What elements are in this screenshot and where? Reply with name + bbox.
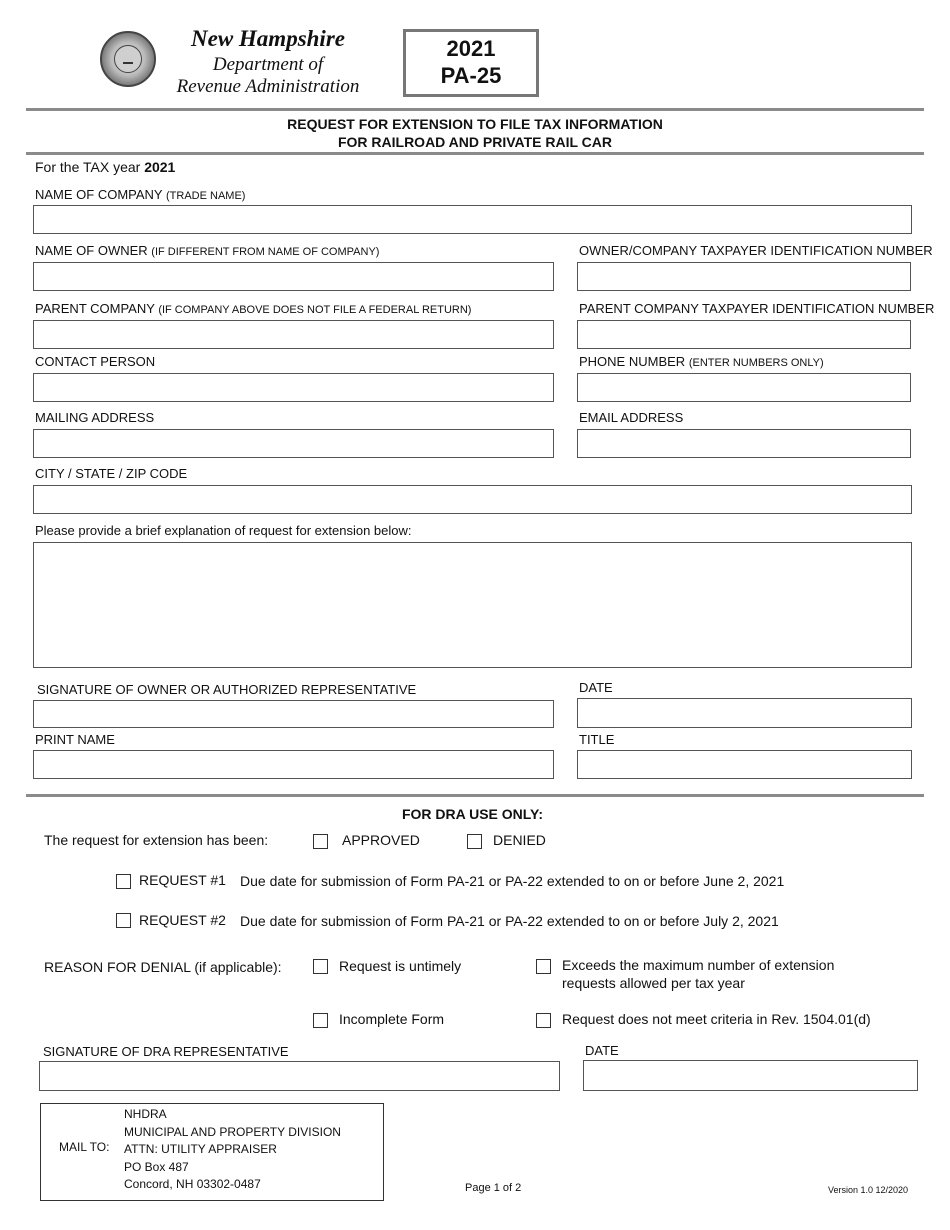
criteria-label: Request does not meet criteria in Rev. 1504.01(d) <box>562 1011 871 1027</box>
email-field[interactable] <box>577 429 911 458</box>
department-line1: Department of <box>212 54 324 75</box>
exceeds-max-checkbox[interactable] <box>536 959 551 974</box>
city-state-zip-field[interactable] <box>33 485 912 514</box>
department-line2: Revenue Administration <box>176 76 360 97</box>
email-label: EMAIL ADDRESS <box>579 410 684 425</box>
print-name-label: PRINT NAME <box>35 732 115 747</box>
owner-name-field[interactable] <box>33 262 554 291</box>
form-id-box <box>403 29 539 97</box>
tax-year-value: 2021 <box>144 159 176 175</box>
parent-tin-field[interactable] <box>577 320 911 349</box>
form-title <box>0 115 950 151</box>
mailing-address-label: MAILING ADDRESS <box>35 410 155 425</box>
dra-status-label: The request for extension has been: <box>44 832 269 848</box>
page-number: Page 1 of 2 <box>465 1182 522 1194</box>
criteria-checkbox[interactable] <box>536 1013 551 1028</box>
dra-divider <box>26 794 924 797</box>
company-name-label: NAME OF COMPANY (TRADE NAME) <box>35 187 246 202</box>
mail-to-line: Concord, NH 03302-0487 <box>124 1177 261 1191</box>
city-state-zip-label: CITY / STATE / ZIP CODE <box>35 466 188 481</box>
phone-label: PHONE NUMBER (ENTER NUMBERS ONLY) <box>579 354 824 369</box>
mail-to-box <box>40 1103 384 1201</box>
mail-to-line: NHDRA <box>124 1107 167 1121</box>
contact-person-label: CONTACT PERSON <box>35 354 156 369</box>
signature-field[interactable] <box>33 700 554 728</box>
form-code: PA-25 <box>440 63 502 88</box>
state-name: New Hampshire <box>191 26 345 51</box>
tax-year-line <box>35 159 175 175</box>
incomplete-form-label: Incomplete Form <box>339 1011 445 1027</box>
signature-label: SIGNATURE OF OWNER OR AUTHORIZED REPRESENTATIVE <box>37 682 417 697</box>
request2-checkbox[interactable] <box>116 913 131 928</box>
parent-tin-label: PARENT COMPANY TAXPAYER IDENTIFICATION NUMBER <box>579 301 935 316</box>
parent-company-field[interactable] <box>33 320 554 349</box>
owner-name-label: NAME OF OWNER (IF DIFFERENT FROM NAME OF COMPANY) <box>35 243 380 258</box>
mail-to-line: ATTN: UTILITY APPRAISER <box>124 1142 277 1156</box>
title-field[interactable] <box>577 750 912 779</box>
contact-person-field[interactable] <box>33 373 554 402</box>
incomplete-form-checkbox[interactable] <box>313 1013 328 1028</box>
denied-label: DENIED <box>493 832 546 848</box>
mail-to-line: PO Box 487 <box>124 1159 189 1174</box>
version-info: Version 1.0 12/2020 <box>828 1185 909 1195</box>
request1-checkbox[interactable] <box>116 874 131 889</box>
exceeds-max-label: Exceeds the maximum number of extension requests allowed per tax year <box>562 957 835 991</box>
mail-to-address <box>124 1106 341 1194</box>
form-year: 2021 <box>446 36 496 61</box>
tax-year-prefix: For the TAX year <box>35 159 141 175</box>
denial-reason-label: REASON FOR DENIAL (if applicable): <box>44 959 282 975</box>
date-label: DATE <box>579 680 613 695</box>
untimely-label: Request is untimely <box>339 958 462 974</box>
date-field[interactable] <box>577 698 912 728</box>
phone-field[interactable] <box>577 373 911 402</box>
print-name-field[interactable] <box>33 750 554 779</box>
form-title-line2: FOR RAILROAD AND PRIVATE RAIL CAR <box>337 134 613 150</box>
mail-to-label: MAIL TO: <box>59 1140 110 1154</box>
untimely-checkbox[interactable] <box>313 959 328 974</box>
title-divider <box>26 152 924 155</box>
dra-date-field[interactable] <box>583 1060 918 1091</box>
request2-text: Due date for submission of Form PA-21 or PA-22 extended to on or before July 2, 2021 <box>240 913 779 929</box>
dra-date-label: DATE <box>585 1043 619 1058</box>
owner-tin-label: OWNER/COMPANY TAXPAYER IDENTIFICATION NUMBER <box>579 243 933 258</box>
owner-tin-field[interactable] <box>577 262 911 291</box>
denied-checkbox[interactable] <box>467 834 482 849</box>
mailing-address-field[interactable] <box>33 429 554 458</box>
state-seal-icon <box>100 31 156 87</box>
dra-signature-label: SIGNATURE OF DRA REPRESENTATIVE <box>43 1044 289 1059</box>
approved-checkbox[interactable] <box>313 834 328 849</box>
title-label: TITLE <box>579 732 615 747</box>
request1-text: Due date for submission of Form PA-21 or PA-22 extended to on or before June 2, 2021 <box>240 873 785 889</box>
mail-to-line: MUNICIPAL AND PROPERTY DIVISION <box>124 1124 341 1139</box>
request1-label: REQUEST #1 <box>139 872 226 888</box>
explanation-textarea[interactable] <box>33 542 912 668</box>
approved-label: APPROVED <box>342 832 420 848</box>
parent-company-label: PARENT COMPANY (IF COMPANY ABOVE DOES NOT FILE A FEDERAL RETURN) <box>35 301 472 316</box>
dra-heading: FOR DRA USE ONLY: <box>401 806 544 822</box>
form-title-line1: REQUEST FOR EXTENSION TO FILE TAX INFORMATION <box>287 116 663 132</box>
header-divider <box>26 108 924 111</box>
dra-signature-field[interactable] <box>39 1061 560 1091</box>
company-name-field[interactable] <box>33 205 912 234</box>
request2-label: REQUEST #2 <box>139 912 226 928</box>
explanation-label: Please provide a brief explanation of request for extension below: <box>35 523 412 538</box>
